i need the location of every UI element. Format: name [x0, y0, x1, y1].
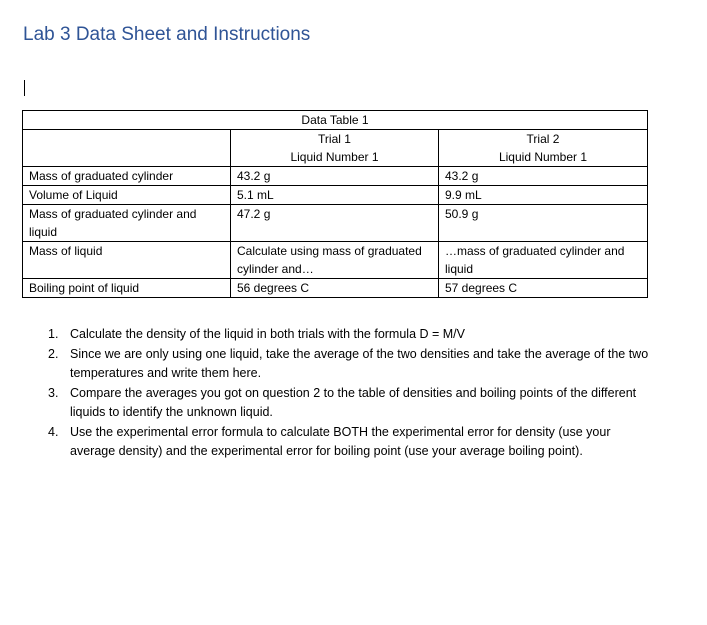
trial-1-value: 47.2 g	[231, 205, 439, 242]
header-trial-2	[439, 130, 648, 167]
table-row	[23, 186, 648, 205]
row-label: Mass of graduated cylinder and liquid	[23, 205, 231, 242]
trial-2-title: Trial 2	[526, 132, 560, 146]
data-table	[22, 110, 648, 298]
row-label: Mass of graduated cylinder	[23, 167, 231, 186]
table-row	[23, 205, 648, 242]
trial-1-value: 5.1 mL	[231, 186, 439, 205]
instruction-text: Calculate the density of the liquid in both trials with the formula D = M/V	[70, 327, 465, 341]
instructions-list	[48, 325, 658, 462]
instruction-item	[48, 423, 658, 462]
instruction-text: Since we are only using one liquid, take the average of the two densities and take the average of the two temperatures and write them here.	[70, 346, 649, 380]
instruction-number: 2.	[48, 346, 59, 361]
instruction-text: Compare the averages you got on question 2 to the table of densities and boiling points of the different liquids to identify the unknown liquid.	[70, 385, 637, 419]
trial-1-title: Trial 1	[318, 132, 351, 146]
trial-1-liquid: Liquid Number 1	[290, 150, 379, 164]
table-row	[23, 279, 648, 298]
instruction-item	[48, 325, 658, 345]
instruction-number: 1.	[48, 327, 59, 341]
table-row	[23, 167, 648, 186]
instruction-number: 3.	[48, 385, 59, 400]
trial-1-value: 43.2 g	[231, 167, 439, 186]
instruction-number: 4.	[48, 424, 59, 439]
trial-2-value: 50.9 g	[439, 205, 648, 242]
document-title: Lab 3 Data Sheet and Instructions	[23, 24, 311, 45]
table-row	[23, 242, 648, 279]
header-empty-cell	[23, 130, 231, 167]
table-caption-row	[23, 111, 648, 130]
trial-1-value: Calculate using mass of graduated cylinder and…	[231, 242, 439, 279]
trial-2-value: 57 degrees C	[439, 279, 648, 298]
instruction-item	[48, 345, 658, 384]
table-caption: Data Table 1	[23, 111, 648, 130]
instruction-text: Use the experimental error formula to calculate BOTH the experimental error for density (use your average density) and the experimental error for boiling point (use your average boiling point).	[70, 424, 611, 458]
row-label: Volume of Liquid	[23, 186, 231, 205]
table-header-row	[23, 130, 648, 167]
trial-2-value: …mass of graduated cylinder and liquid	[439, 242, 648, 279]
text-cursor	[24, 80, 25, 96]
trial-2-liquid: Liquid Number 1	[498, 150, 588, 164]
trial-2-value: 43.2 g	[439, 167, 648, 186]
instruction-item	[48, 384, 658, 423]
header-trial-1	[231, 130, 439, 167]
trial-2-value: 9.9 mL	[439, 186, 648, 205]
row-label: Mass of liquid	[23, 242, 231, 279]
trial-1-value: 56 degrees C	[231, 279, 439, 298]
row-label: Boiling point of liquid	[23, 279, 231, 298]
